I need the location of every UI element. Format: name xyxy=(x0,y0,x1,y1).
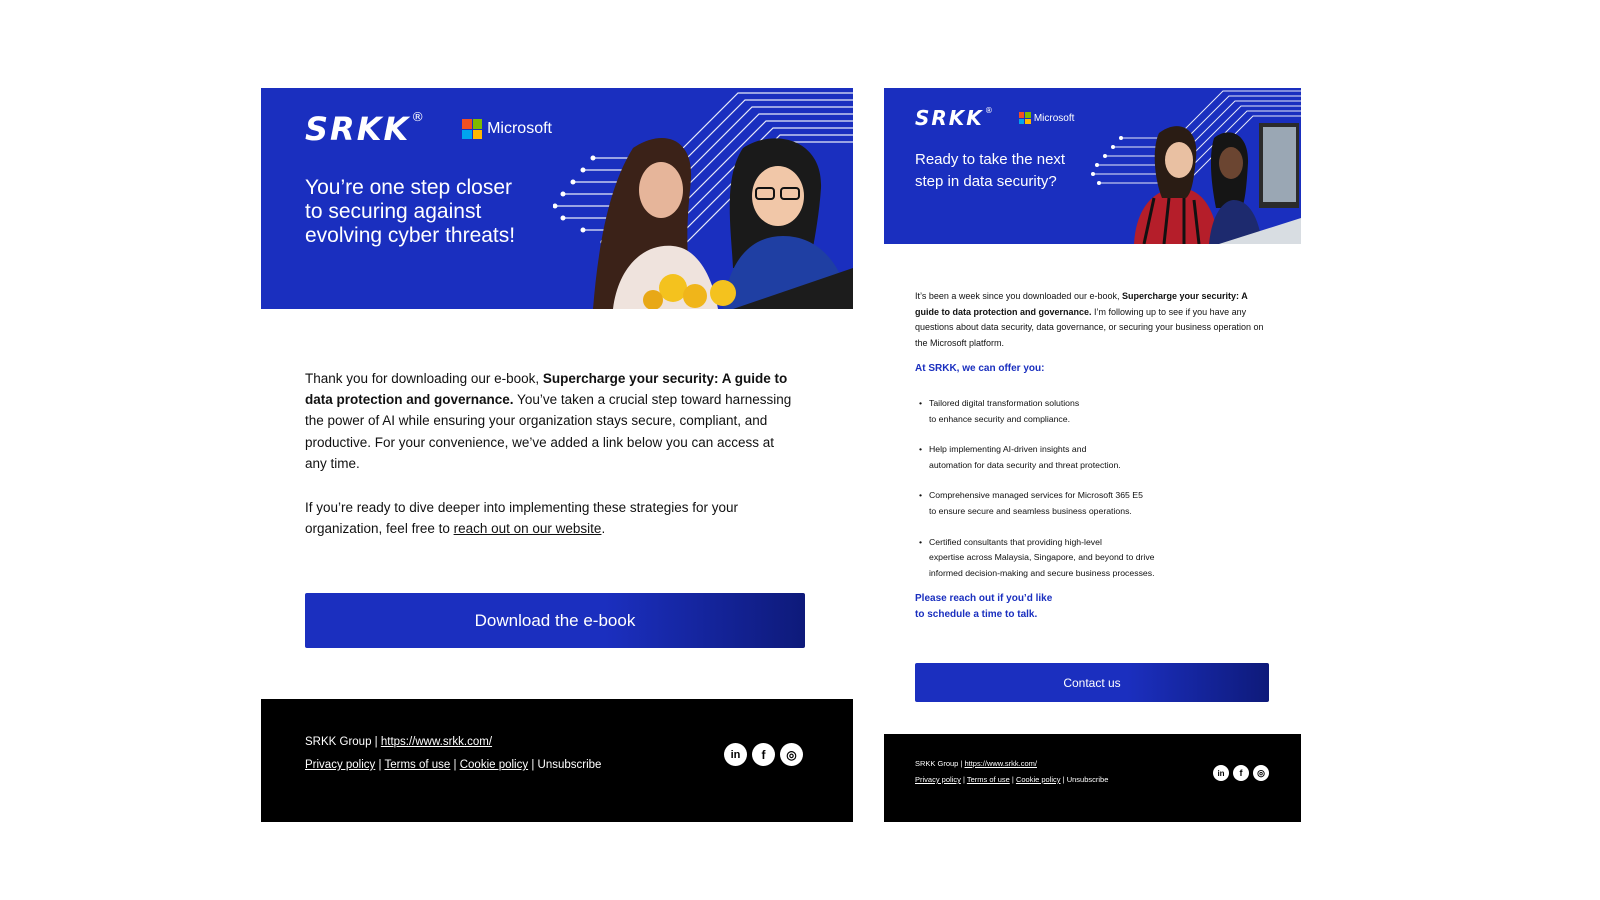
intro-paragraph: It’s been a week since you downloaded our e-book, Supercharge your security: A guide to data protection and governance. I’m following up to see if you have any questions about data security, data governance, or securing your business operation on the Microsoft platform. xyxy=(915,291,1264,348)
microsoft-logo: Microsoft xyxy=(462,119,552,139)
microsoft-grid-icon xyxy=(1019,112,1031,124)
terms-of-use-link[interactable]: Terms of use xyxy=(384,759,451,771)
offer-heading: At SRKK, we can offer you: xyxy=(915,363,1045,374)
email-footer xyxy=(884,734,1301,822)
linkedin-icon[interactable]: in xyxy=(1213,765,1229,781)
footer-url-link[interactable]: https://www.srkk.com/ xyxy=(380,736,493,748)
offer-list xyxy=(915,396,1275,581)
srkk-logo: SRKK® xyxy=(305,110,427,148)
srkk-logo: SRKK® xyxy=(915,106,995,130)
instagram-icon[interactable]: ◎ xyxy=(1253,765,1269,781)
intro-paragraph: Thank you for downloading our e-book, Supercharge your security: A guide to data protection and governance. You’ve taken a crucial step toward harnessing the power of AI while ensuring your organization stays secure, compliant, and productive. For your convenience, we’ve added a link below you can access at any time. xyxy=(305,371,792,471)
closing-text: Please reach out if you’d like to schedule a time to talk. xyxy=(915,593,1053,620)
footer-url-link[interactable]: https://www.srkk.com/ xyxy=(964,759,1037,768)
download-ebook-button[interactable]: Download the e-book xyxy=(305,593,805,648)
contact-us-button[interactable]: Contact us xyxy=(915,663,1269,702)
hero-banner xyxy=(261,88,853,309)
hero-headline: You’re one step closer to securing against evolving cyber threats! xyxy=(305,176,516,247)
microsoft-logo: Microsoft xyxy=(1019,112,1075,124)
footer-company-line: SRKK Group | https://www.srkk.com/ xyxy=(305,736,493,748)
facebook-icon[interactable]: f xyxy=(752,743,775,766)
email-preview-download xyxy=(261,88,853,822)
list-item: • Comprehensive managed services for Microsoft 365 E5 to ensure secure and seamless business operations. xyxy=(915,488,1275,519)
privacy-policy-link[interactable]: Privacy policy xyxy=(305,759,376,771)
followup-paragraph: If you’re ready to dive deeper into implementing these strategies for your organization, feel free to reach out on our website. xyxy=(305,500,738,537)
social-links xyxy=(1213,765,1269,781)
list-item: • Tailored digital transformation solutions to enhance security and compliance. xyxy=(915,396,1275,427)
website-link[interactable]: reach out on our website xyxy=(453,521,602,537)
terms-of-use-link[interactable]: Terms of use xyxy=(966,775,1010,784)
linkedin-icon[interactable]: in xyxy=(724,743,747,766)
hero-headline: Ready to take the next step in data security? xyxy=(915,151,1066,190)
instagram-icon[interactable]: ◎ xyxy=(780,743,803,766)
unsubscribe-link[interactable]: Unsubscribe xyxy=(537,759,602,771)
footer-company-line: SRKK Group | https://www.srkk.com/ xyxy=(915,759,1037,768)
team-photo xyxy=(1124,118,1301,244)
cookie-policy-link[interactable]: Cookie policy xyxy=(459,759,529,771)
list-item: • Certified consultants that providing high-level expertise across Malaysia, Singapore, and beyond to drive informed decision-making and secure business processes. xyxy=(915,535,1275,582)
list-item: • Help implementing AI-driven insights and automation for data security and threat protection. xyxy=(915,442,1275,473)
privacy-policy-link[interactable]: Privacy policy xyxy=(915,775,961,784)
footer-links: Privacy policy | Terms of use | Cookie policy | Unsubscribe xyxy=(305,759,602,771)
cookie-policy-link[interactable]: Cookie policy xyxy=(1015,775,1061,784)
team-photo xyxy=(573,128,853,309)
microsoft-grid-icon xyxy=(462,119,482,139)
hero-banner xyxy=(884,88,1301,244)
email-preview-followup xyxy=(884,88,1301,822)
unsubscribe-link[interactable]: Unsubscribe xyxy=(1066,775,1109,784)
email-footer xyxy=(261,699,853,822)
footer-links: Privacy policy | Terms of use | Cookie policy | Unsubscribe xyxy=(915,775,1109,784)
facebook-icon[interactable]: f xyxy=(1233,765,1249,781)
social-links xyxy=(724,743,803,766)
